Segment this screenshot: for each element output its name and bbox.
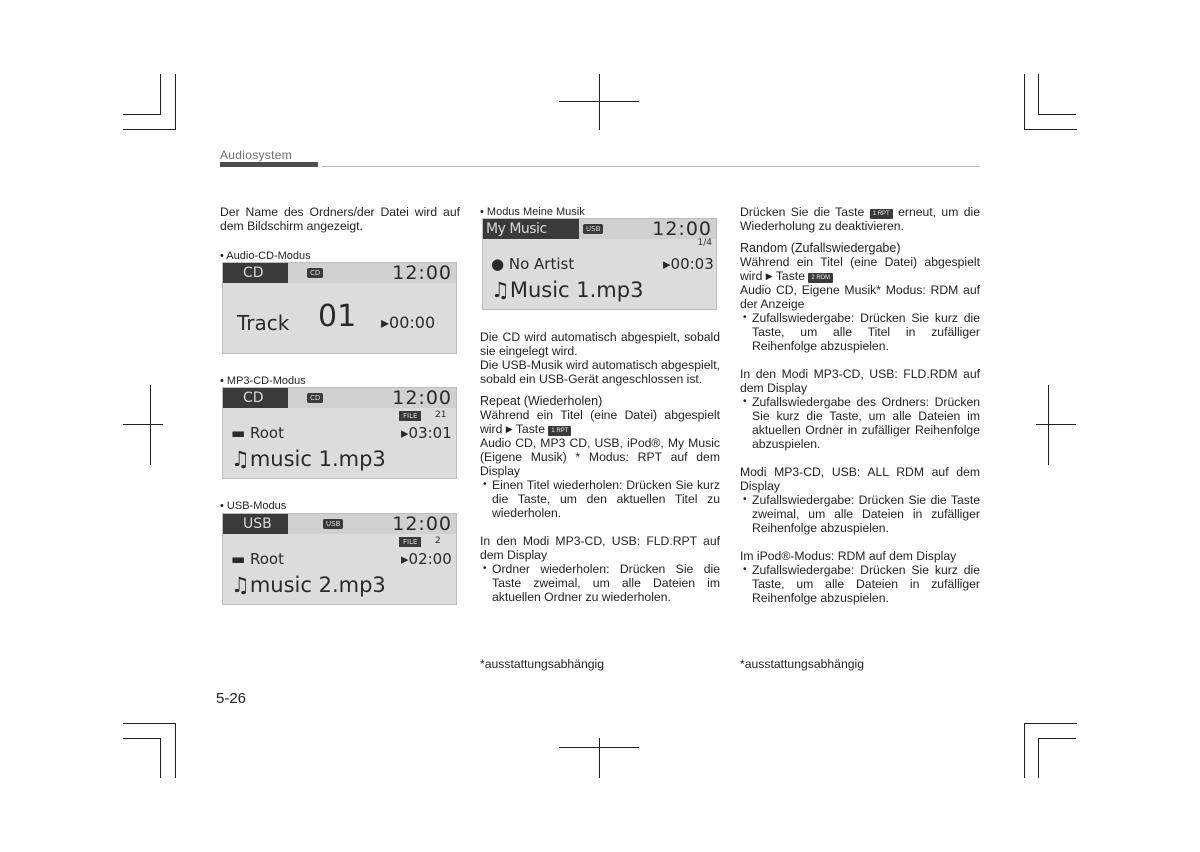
crop-mark bbox=[123, 114, 161, 115]
crop-mark bbox=[123, 738, 161, 739]
paragraph: Audio CD, MP3 CD, USB, iPod®, My Music (Eigene Musik) * Modus: RPT auf dem Display bbox=[480, 436, 720, 478]
crop-mark bbox=[599, 74, 600, 130]
artist-row: ● No Artist bbox=[491, 255, 575, 273]
footnote: *ausstattungsabhängig bbox=[480, 657, 605, 671]
display-chip: CD bbox=[307, 268, 323, 278]
track-label: Track bbox=[237, 311, 290, 335]
paragraph: Während ein Titel (eine Datei) abgespielt wird ▶ Taste 1 RPT bbox=[480, 408, 720, 436]
bullet-item: • Einen Titel wiederholen: Drücken Sie kurz die Taste, um den aktuellen Titel zu wiederholen. bbox=[480, 478, 720, 520]
bullet-item: • Ordner wiederholen: Drücken Sie die Taste zweimal, um alle Dateien im aktuellen Ordner zu wiederholen. bbox=[480, 562, 720, 604]
file-badge: FILE bbox=[399, 411, 421, 421]
intro-paragraph: Der Name des Ordners/der Datei wird auf dem Bildschirm angezeigt. bbox=[220, 205, 460, 233]
elapsed-time: ▸03:01 bbox=[401, 424, 452, 442]
display-mp3 bbox=[222, 387, 457, 479]
header-rule bbox=[322, 166, 980, 167]
crop-mark bbox=[1038, 114, 1076, 115]
bullet-item: • Zufallswiedergabe: Drücken Sie kurz die Taste, um alle Dateien in zufälliger Reihenfolge abzuspielen. bbox=[740, 563, 980, 605]
file-number: 21 bbox=[435, 410, 447, 420]
footnote: *ausstattungsabhängig bbox=[740, 657, 865, 671]
elapsed-time: ▸00:00 bbox=[381, 313, 436, 332]
paragraph: Die USB-Musik wird automatisch abgespielt, sobald ein USB-Gerät angeschlossen ist. bbox=[480, 358, 720, 386]
paragraph: In den Modi MP3-CD, USB: FLD.RPT auf dem Display bbox=[480, 534, 720, 562]
crop-mark bbox=[1038, 738, 1076, 739]
track-count: 1/4 bbox=[697, 238, 712, 248]
crop-mark bbox=[123, 424, 163, 425]
display-clock: 12:00 bbox=[392, 262, 452, 284]
crop-mark bbox=[123, 129, 176, 130]
crop-mark bbox=[1024, 129, 1077, 130]
crop-mark bbox=[1024, 74, 1025, 130]
crop-mark bbox=[150, 385, 151, 465]
random-heading: Random (Zufallswiedergabe) bbox=[740, 241, 901, 255]
crop-mark bbox=[175, 74, 176, 130]
file-number: 2 bbox=[435, 536, 441, 546]
column-2 bbox=[480, 330, 720, 604]
display-mode: CD bbox=[223, 263, 288, 283]
rpt-key-icon: 1 RPT bbox=[548, 426, 571, 436]
crop-mark bbox=[1048, 385, 1049, 465]
bullet-item: • Zufallswiedergabe: Drücken Sie die Taste zweimal, um alle Dateien in zufälliger Reihenfolge abzuspielen. bbox=[740, 493, 980, 535]
display-clock: 12:00 bbox=[392, 513, 452, 535]
paragraph: Drücken Sie die Taste 1 RPT erneut, um die Wiederholung zu deaktivieren. bbox=[740, 205, 981, 233]
display-mode: USB bbox=[223, 514, 288, 534]
display-clock: 12:00 bbox=[392, 387, 452, 409]
paragraph: Die CD wird automatisch abgespielt, sobald sie eingelegt wird. bbox=[480, 330, 720, 358]
folder-row: ▬ Root bbox=[231, 424, 284, 442]
display-chip: USB bbox=[583, 224, 603, 234]
music-note-icon: ♫ bbox=[491, 278, 510, 302]
display-mode: My Music bbox=[483, 219, 579, 239]
elapsed-time: ▸02:00 bbox=[401, 550, 452, 568]
crop-mark bbox=[123, 723, 176, 724]
crop-mark bbox=[1024, 723, 1025, 778]
crop-mark bbox=[559, 101, 639, 102]
person-icon: ● bbox=[491, 255, 505, 273]
play-icon: ▸ bbox=[663, 255, 671, 273]
play-icon: ▸ bbox=[381, 313, 390, 332]
file-badge: FILE bbox=[399, 537, 421, 547]
folder-icon: ▬ bbox=[231, 550, 246, 568]
display-mode: CD bbox=[223, 388, 288, 408]
display-chip: CD bbox=[307, 393, 323, 403]
paragraph: Im iPod®-Modus: RDM auf dem Display bbox=[740, 549, 957, 563]
crop-mark bbox=[1036, 424, 1076, 425]
play-icon: ▸ bbox=[401, 550, 409, 568]
song-row: ♫music 2.mp3 bbox=[231, 573, 386, 597]
crop-mark bbox=[160, 738, 161, 778]
play-icon: ▸ bbox=[401, 424, 409, 442]
repeat-heading: Repeat (Wiederholen) bbox=[480, 394, 603, 408]
usb-mode-label: • USB-Modus bbox=[220, 500, 287, 512]
paragraph: In den Modi MP3-CD, USB: FLD.RDM auf dem Display bbox=[740, 367, 980, 395]
page-number: 5-26 bbox=[216, 690, 247, 707]
crop-mark bbox=[1024, 723, 1077, 724]
crop-mark bbox=[1038, 74, 1039, 114]
bullet-item: • Zufallswiedergabe: Drücken Sie kurz die Taste, um alle Titel in zufälliger Reihenfolge abzuspielen. bbox=[740, 311, 980, 353]
play-icon: ▶ bbox=[765, 271, 773, 281]
crop-mark bbox=[160, 74, 161, 114]
crop-mark bbox=[175, 723, 176, 778]
display-usb bbox=[222, 513, 457, 605]
cd-mode-label: • Audio-CD-Modus bbox=[220, 250, 311, 262]
music-note-icon: ♫ bbox=[231, 573, 250, 597]
paragraph: Modi MP3-CD, USB: ALL RDM auf dem Display bbox=[740, 465, 980, 493]
mymusic-mode-label: • Modus Meine Musik bbox=[480, 206, 585, 218]
column-3 bbox=[740, 205, 980, 605]
elapsed-time: ▸00:03 bbox=[663, 255, 714, 273]
paragraph: Audio CD, Eigene Musik* Modus: RDM auf der Anzeige bbox=[740, 283, 980, 311]
crop-mark bbox=[1038, 738, 1039, 778]
folder-row: ▬ Root bbox=[231, 550, 284, 568]
mp3-mode-label: • MP3-CD-Modus bbox=[220, 375, 306, 387]
crop-mark bbox=[559, 747, 639, 748]
display-cd bbox=[222, 262, 457, 354]
music-note-icon: ♫ bbox=[231, 447, 250, 471]
folder-icon: ▬ bbox=[231, 424, 246, 442]
display-chip: USB bbox=[323, 519, 343, 529]
play-icon: ▶ bbox=[505, 424, 513, 434]
rdm-key-icon: 2 RDM bbox=[808, 273, 833, 283]
column-1 bbox=[220, 205, 460, 233]
section-title-bar bbox=[220, 162, 318, 167]
song-row: ♫Music 1.mp3 bbox=[491, 278, 644, 302]
bullet-item: • Zufallswiedergabe des Ordners: Drücken Sie kurz die Taste, um alle Dateien im aktuellen Ordner in zufälliger Reihenfolge abzuspielen. bbox=[740, 395, 980, 451]
crop-mark bbox=[599, 738, 600, 778]
rpt-key-icon: 1 RPT bbox=[870, 209, 893, 219]
track-number: 01 bbox=[318, 299, 357, 334]
section-title: Audiosystem bbox=[220, 148, 292, 162]
display-clock: 12:00 bbox=[652, 218, 712, 240]
display-mymusic bbox=[482, 218, 717, 310]
song-row: ♫music 1.mp3 bbox=[231, 447, 386, 471]
paragraph: Während ein Titel (eine Datei) abgespielt wird ▶ Taste 2 RDM bbox=[740, 255, 980, 283]
